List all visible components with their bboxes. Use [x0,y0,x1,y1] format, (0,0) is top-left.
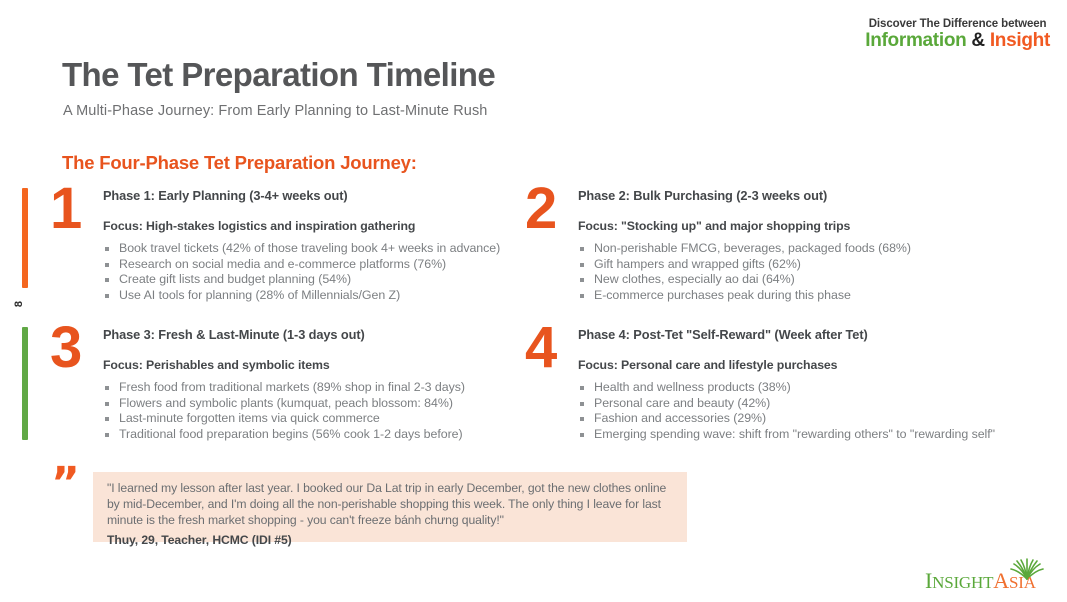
list-item-label: E-commerce purchases peak during this phase [594,287,851,302]
phase-number-1: 1 [50,176,81,241]
brand-tagline-bottom [865,31,1050,51]
list-item [103,241,560,257]
list-item-label: Fashion and accessories (29%) [594,411,767,426]
phase-number-4: 4 [525,315,556,380]
phase-list-3 [103,380,560,442]
list-item-label: Last-minute forgotten items via quick commerce [119,411,380,426]
phase-heading-3: Phase 3: Fresh & Last-Minute (1-3 days out) [103,327,365,342]
list-item-label: Personal care and beauty (42%) [594,395,771,410]
page-subtitle: A Multi-Phase Journey: From Early Planning to Last-Minute Rush [63,103,488,119]
phase-block-2 [525,176,1035,303]
list-item-label: New clothes, especially ao dai (64%) [594,272,795,287]
brand-tagline [865,18,1050,51]
list-item-label: Non-perishable FMCG, beverages, packaged foods (68%) [594,241,911,255]
list-item [103,396,560,412]
bullet-square-icon [105,294,109,298]
brand-tagline-amp: & [966,30,990,52]
brand-tagline-insight: Insight [989,30,1050,52]
list-item-label: Research on social media and e-commerce platforms (76%) [119,256,447,271]
bullet-square-icon [105,263,109,267]
phase-list-1 [103,241,560,303]
rail-orange [22,188,28,288]
bullet-square-icon [580,247,584,251]
phase-block-3 [50,315,560,442]
list-item-label: Health and wellness products (38%) [594,380,791,394]
logo-asia-rest: SIA [1008,573,1036,592]
list-item-label: Create gift lists and budget planning (54%) [119,272,352,287]
list-item [578,427,1035,443]
rail-green [22,327,28,440]
list-item [103,411,560,427]
phase-heading-1: Phase 1: Early Planning (3-4+ weeks out) [103,188,348,203]
list-item-label: Book travel tickets (42% of those traveling book 4+ weeks in advance) [119,241,501,255]
phase-number-3: 3 [50,315,81,380]
phase-focus-4: Focus: Personal care and lifestyle purchases [578,358,838,372]
bullet-square-icon [105,433,109,437]
bullet-square-icon [105,417,109,421]
bullet-square-icon [105,386,109,390]
list-item-label: Use AI tools for planning (28% of Millennials/Gen Z) [119,287,401,302]
bullet-square-icon [580,278,584,282]
phase-block-1 [50,176,560,303]
phase-body-3 [103,327,560,442]
list-item-label: Traditional food preparation begins (56% cook 1-2 days before) [119,426,463,441]
list-item [578,396,1035,412]
list-item [103,380,560,396]
phase-body-1 [103,188,560,303]
logo-wordmark [925,568,1036,594]
list-item [578,288,1035,304]
bullet-square-icon [580,417,584,421]
list-item [103,272,560,288]
bullet-square-icon [105,278,109,282]
phase-list-2 [578,241,1035,303]
list-item [578,241,1035,257]
list-item [578,380,1035,396]
bullet-square-icon [580,263,584,267]
brand-tagline-information: Information [865,30,967,52]
bullet-square-icon [580,433,584,437]
phase-heading-2: Phase 2: Bulk Purchasing (2-3 weeks out) [578,188,828,203]
phase-body-4 [578,327,1035,442]
bullet-square-icon [580,294,584,298]
logo-insight-rest: NSIGHT [932,573,994,592]
list-item [578,411,1035,427]
phase-list-4 [578,380,1035,442]
bullet-square-icon [580,402,584,406]
phase-focus-3: Focus: Perishables and symbolic items [103,358,330,372]
list-item [578,257,1035,273]
quote-mark-icon: ” [51,458,79,509]
list-item [103,288,560,304]
logo-asia-cap: A [993,568,1009,593]
list-item-label: Flowers and symbolic plants (kumquat, peach blossom: 84%) [119,395,453,410]
list-item-label: Emerging spending wave: shift from "rewarding others" to "rewarding self" [594,426,995,441]
insightasia-logo [925,562,1055,596]
list-item-label: Fresh food from traditional markets (89% shop in final 2-3 days) [119,380,465,394]
phase-block-4 [525,315,1035,442]
bullet-square-icon [105,247,109,251]
phase-number-2: 2 [525,176,556,241]
bullet-square-icon [105,402,109,406]
phase-body-2 [578,188,1035,303]
page-title: The Tet Preparation Timeline [62,56,496,93]
section-title: The Four-Phase Tet Preparation Journey: [62,152,417,173]
quote-box [93,472,687,548]
phase-focus-1: Focus: High-stakes logistics and inspiration gathering [103,219,416,233]
brand-tagline-top: Discover The Difference between [868,18,1047,30]
logo-insight-cap: I [925,568,933,593]
quote-attribution: Thuy, 29, Teacher, HCMC (IDI #5) [107,533,292,548]
list-item [103,427,560,443]
phase-heading-4: Phase 4: Post-Tet "Self-Reward" (Week after Tet) [578,327,868,342]
phase-focus-2: Focus: "Stocking up" and major shopping trips [578,219,851,233]
list-item-label: Gift hampers and wrapped gifts (62%) [594,256,801,271]
bullet-square-icon [580,386,584,390]
list-item [578,272,1035,288]
list-item [103,257,560,273]
page-number: 8 [13,300,25,308]
quote-text: "I learned my lesson after last year. I booked our Da Lat trip in early December, got the new clothes online by mid-December, and I'm doing all the non-perishable shopping this week. The only thing I leave for last minute is the fresh market shopping - you can't freeze bánh chưng quality!" [107,481,667,527]
